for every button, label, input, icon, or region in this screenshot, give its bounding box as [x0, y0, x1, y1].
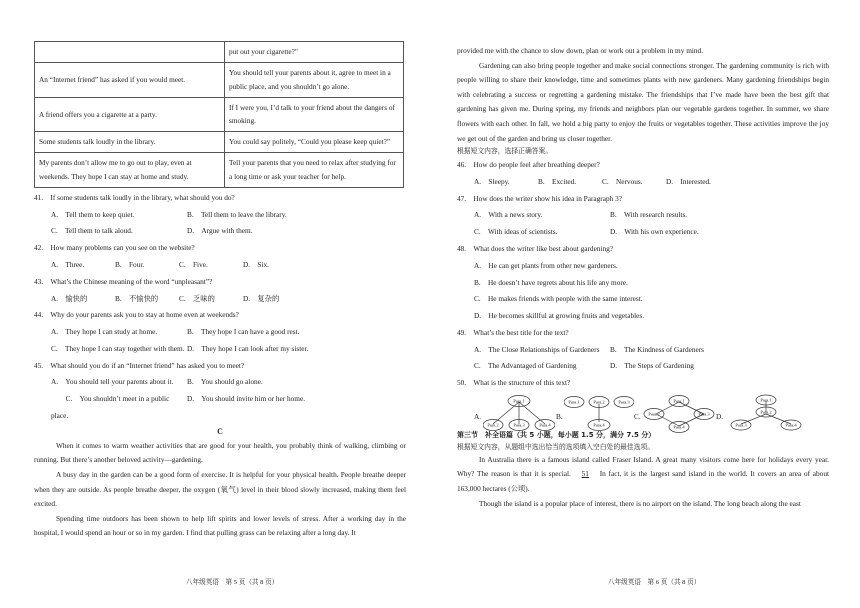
options-row: [457, 207, 829, 224]
instruction: 根据短文内容，选择正确答案。: [457, 147, 553, 156]
left-questions: [34, 190, 406, 425]
structure-diagrams: [457, 394, 829, 430]
options-row: [34, 223, 406, 240]
answer-option[interactable]: A. You should tell your parents about it.: [51, 377, 174, 387]
diagram-b: [564, 394, 634, 434]
question-stem: 44. Why do your parents ask you to stay at home even at weekends?: [34, 310, 239, 320]
answer-option[interactable]: B. Tell them to leave the library.: [187, 209, 287, 219]
table-row: [35, 132, 404, 153]
options-row: [457, 342, 829, 359]
diagram-label-d: D.: [716, 411, 724, 421]
situation-cell: [35, 42, 225, 63]
diagram-label-b: B.: [556, 411, 563, 421]
passage-paragraph: Gardening can also bring people together and make social connections stronger. The gardening community is rich with people willing to share their knowledge, time and sometimes plants with new gardeners. Many gardening friendships begin with celebrating a success or regretting a gardening mistake. The friendships that I’ve made have been the best gift that gardening has given me. During spring, my friends and neighbors plan our vegetable gardens together. In summer, we share flowers with each other. In fall, we hold a big party to enjoy the fruits or vegetables together. These activities improve the joy we get out of the garden and bring us closer together.: [457, 60, 829, 143]
answer-option[interactable]: A. With a news story.: [474, 210, 543, 220]
node-label: Para.1: [568, 399, 580, 405]
options-row: [34, 207, 406, 224]
answer-option[interactable]: C. He makes friends with people with the same interest.: [474, 294, 643, 304]
options-row: [457, 358, 829, 375]
node-label: Para.4: [593, 422, 605, 428]
advice-cell: You could say politely, “Could you please keep quiet?”: [225, 132, 404, 153]
answer-option[interactable]: D. Six.: [243, 260, 269, 269]
question: [34, 190, 406, 240]
right-page: [457, 44, 829, 511]
section3-title: 第三节 补全语篇（共 5 小题，每小题 1.5 分，满分 7.5 分）: [457, 430, 656, 439]
passage-line: provided me with the chance to slow down, plan or work out a problem in my mind.: [457, 46, 704, 55]
passage2-paragraph: [457, 453, 829, 497]
answer-option[interactable]: B. He doesn’t have regrets about his life any more.: [474, 277, 628, 287]
node-label: Para.2: [487, 422, 499, 428]
node-label: Para.4: [673, 424, 685, 430]
question-stem: 45. What should you do if an “Internet friend” has asked you to meet?: [34, 360, 245, 370]
options-row: [457, 308, 829, 325]
table-row: [35, 42, 404, 63]
answer-option[interactable]: A. Three.: [51, 260, 85, 269]
question: [457, 241, 829, 325]
node-label: Para.4: [539, 422, 551, 428]
question-stem: 49. What’s the best title for the text?: [457, 327, 569, 337]
answer-option[interactable]: D. With his own experience.: [610, 227, 699, 237]
situation-cell: An “Internet friend” has asked if you would meet.: [35, 62, 225, 97]
node-label: Para.3: [735, 422, 747, 428]
situation-cell: Some students talk loudly in the library.: [35, 132, 225, 153]
answer-option[interactable]: B. Four.: [115, 260, 145, 269]
options-row: [457, 258, 829, 275]
answer-option[interactable]: C. With ideas of scientists.: [474, 227, 558, 237]
passage2-paragraph-2: Though the island is a popular place of interest, there is no airport on the island. The long beach along the east: [479, 498, 801, 508]
answer-option[interactable]: C. The Advantaged of Gardening: [474, 361, 577, 371]
answer-option[interactable]: A. He can get plants from other new gardeners.: [474, 260, 618, 270]
question-stem: 48. What does the writer like best about gardening?: [457, 243, 614, 253]
advice-table: [34, 41, 404, 188]
answer-option[interactable]: C. Tell them to talk aloud.: [51, 226, 133, 236]
question: [457, 157, 829, 191]
answer-option[interactable]: B. They hope I can have a good rest.: [187, 327, 300, 337]
passage2-text-b: In fact, it is the largest sand island in the world. It covers an area of about 163,000 hectares (公顷).: [457, 469, 829, 493]
node-label: Para.3: [698, 411, 710, 417]
options-row: [34, 291, 406, 308]
answer-option[interactable]: B. Excited.: [538, 176, 577, 186]
answer-option[interactable]: A. The Close Relationships of Gardeners: [474, 344, 600, 354]
situation-cell: A friend offers you a cigarette at a party.: [35, 97, 225, 132]
question: [34, 307, 406, 357]
diagram-c: [642, 394, 716, 434]
answer-option[interactable]: C. They hope I can stay together with them.: [51, 343, 185, 353]
node-label: Para.2: [760, 409, 772, 415]
blank-51[interactable]: 51: [581, 469, 589, 479]
passage-paragraph: A busy day in the garden can be a good form of exercise. It is helpful for your physical health. People breathe deeper when they are outside. As people breathe deeper, the oxygen (氧气) level in their blood slowly increased, making them feel excited.: [34, 470, 406, 509]
options-row: [457, 224, 829, 241]
answer-option[interactable]: A. Tell them to keep quiet.: [51, 209, 135, 219]
answer-option[interactable]: D. The Steps of Gardening: [610, 361, 694, 371]
answer-option[interactable]: B. You should go alone.: [187, 377, 263, 387]
diagram-label-a: A.: [474, 411, 482, 421]
passage-paragraph: When it comes to warm weather activities that are good for your health, you probably think of walking, climbing or running. But there’s another beloved activity—gardening.: [34, 440, 406, 465]
left-passage: [34, 439, 406, 541]
passage2-text-a: In Australia there is a famous island called Fraser Island. A great many visitors come here for holidays every year. Why? The reason is that it is special.: [457, 454, 829, 479]
diagram-d: [729, 394, 803, 434]
options-row: [457, 291, 829, 308]
answer-option[interactable]: C. Nervous.: [602, 176, 643, 186]
section3-instruction: 根据短文内容，从题组中选出恰当的选项填入空白处的最佳选项。: [457, 442, 655, 451]
options-row: [34, 341, 406, 358]
options-row: [34, 391, 406, 425]
answer-option[interactable]: B. With research results.: [610, 210, 688, 220]
advice-cell: If I were you, I’d talk to your friend about the dangers of smoking.: [225, 97, 404, 132]
right-footer: 八年级英语 第 6 页（共 8 页）: [608, 579, 701, 586]
table-row: [35, 153, 404, 188]
advice-cell: You should tell your parents about it, agree to meet in a public place, and you shouldn’t go alone.: [225, 62, 404, 97]
answer-option[interactable]: D. 复杂的: [243, 293, 280, 303]
answer-option[interactable]: A. 愉快的: [51, 293, 88, 303]
question: [34, 274, 406, 308]
question: [457, 375, 829, 392]
answer-option[interactable]: D. You should invite him or her home.: [187, 394, 306, 404]
answer-option[interactable]: B. The Kindness of Gardeners: [610, 344, 705, 354]
section-c-title: C: [217, 426, 223, 436]
node-label: Para.1: [513, 398, 525, 404]
left-page: [34, 0, 406, 541]
question-stem: 41. If some students talk loudly in the library, what should you do?: [34, 192, 235, 202]
advice-cell: put out your cigarette?": [225, 42, 404, 63]
advice-cell: Tell your parents that you need to relax after studying for a long time or ask your teacher for help.: [225, 153, 404, 188]
answer-option[interactable]: B. 不愉快的: [115, 293, 159, 303]
answer-option[interactable]: D. Interested.: [666, 176, 711, 186]
question-stem: 46. How do people feel after breathing deeper?: [457, 160, 600, 170]
diagram-label-c: C.: [634, 411, 641, 421]
node-label: Para.3: [513, 422, 525, 428]
question: [457, 191, 829, 241]
answer-option[interactable]: D. Argue with them.: [187, 226, 253, 236]
answer-option[interactable]: C. Five.: [179, 260, 208, 269]
answer-option[interactable]: C. 乏味的: [179, 293, 215, 303]
node-label: Para.1: [760, 397, 772, 403]
table-row: [35, 97, 404, 132]
answer-option[interactable]: D. He becomes skillful at growing fruits and vegetables.: [474, 311, 645, 321]
right-questions: [457, 157, 829, 392]
question-stem: 47. How does the writer show his idea in Paragraph 3?: [457, 193, 622, 203]
node-label: Para.3: [618, 399, 630, 405]
options-row: [457, 174, 829, 191]
passage-paragraph: Spending time outdoors has been shown to help lift spirits and lower levels of stress. After a working day in the hospital, I would spend an hour or so in my garden. I find that pulling grass can be relaxing after a long day. It: [34, 513, 406, 538]
diagram-a: [483, 394, 555, 434]
question: [34, 240, 406, 274]
question: [457, 325, 829, 375]
question-stem: 42. How many problems can you see on the website?: [34, 243, 195, 253]
answer-option[interactable]: A. They hope I can study at home.: [51, 327, 158, 337]
options-row: [34, 374, 406, 391]
left-footer: 八年级英语 第 5 页（共 8 页）: [186, 579, 279, 586]
node-label: Para.2: [593, 399, 605, 405]
answer-option[interactable]: A. Sleepy.: [474, 176, 510, 186]
options-row: [34, 257, 406, 274]
options-row: [457, 275, 829, 292]
answer-option[interactable]: C. You shouldn’t meet in a public place.: [51, 394, 170, 421]
situation-cell: My parents don’t allow me to go out to play, even at weekends. They hope I can stay at home and study.: [35, 153, 225, 188]
question-stem: 50. What is the structure of this text?: [457, 378, 571, 388]
node-label: Para.1: [673, 398, 685, 404]
question-stem: 43. What’s the Chinese meaning of the word “unpleasant”?: [34, 276, 213, 286]
answer-option[interactable]: D. They hope I can look after my sister.: [187, 343, 309, 353]
node-label: Para.2: [648, 411, 660, 417]
table-row: [35, 62, 404, 97]
question: [34, 358, 406, 425]
node-label: Para.4: [785, 422, 797, 428]
options-row: [34, 324, 406, 341]
